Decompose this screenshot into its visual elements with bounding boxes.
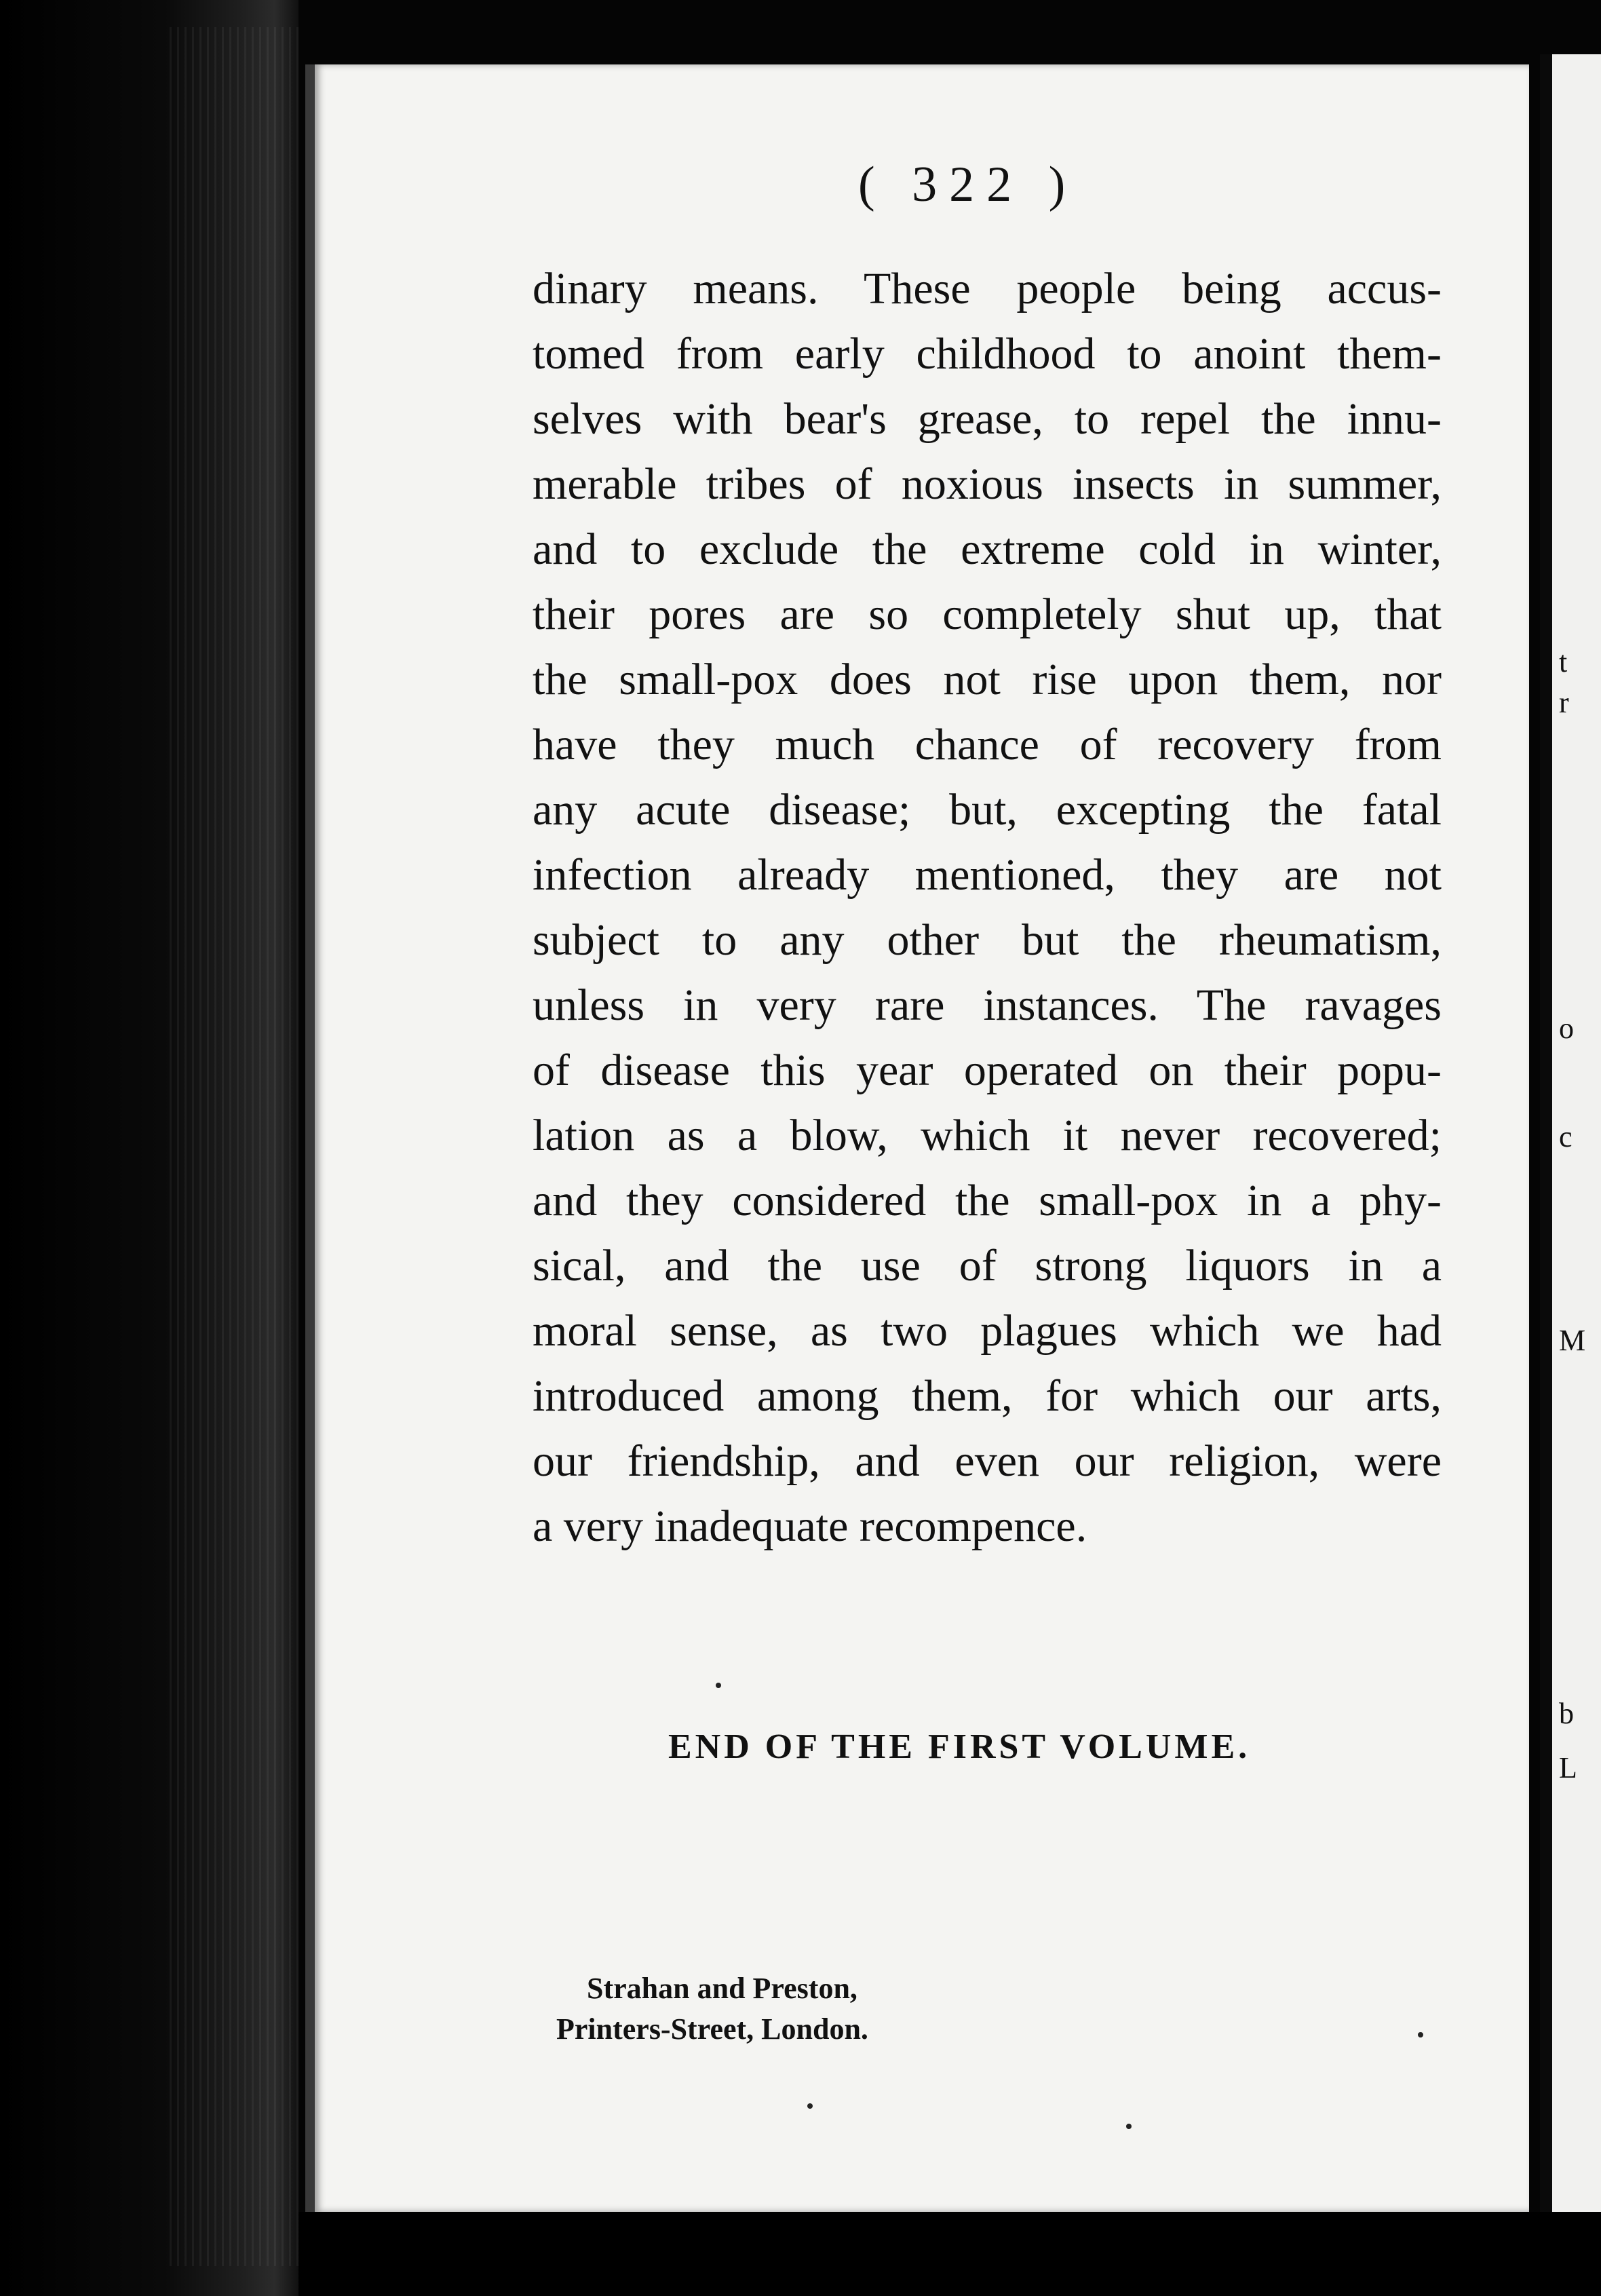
printer-address: Printers-Street, London. bbox=[556, 2012, 868, 2046]
text-line: dinary means. These people being accus- bbox=[533, 264, 1442, 313]
adjacent-page-sliver bbox=[1540, 54, 1601, 2212]
text-line: tomed from early childhood to anoint them- bbox=[533, 329, 1442, 379]
printer-name: Strahan and Preston, bbox=[587, 1972, 857, 2005]
text-line: have they much chance of recovery from bbox=[533, 720, 1442, 769]
ink-speck bbox=[716, 1683, 721, 1688]
text-line: and to exclude the extreme cold in winter, bbox=[533, 524, 1442, 574]
text-line: the small-pox does not rise upon them, nor bbox=[533, 655, 1442, 704]
text-line: infection already mentioned, they are not bbox=[533, 850, 1442, 900]
adjacent-fragment: b bbox=[1559, 1697, 1574, 1730]
ink-speck bbox=[807, 2103, 813, 2109]
text-line: their pores are so completely shut up, that bbox=[533, 590, 1442, 639]
text-line: any acute disease; but, excepting the fatal bbox=[533, 785, 1442, 835]
adjacent-fragment: c bbox=[1559, 1120, 1573, 1153]
text-line: our friendship, and even our religion, were bbox=[533, 1436, 1442, 1486]
text-line: lation as a blow, which it never recovered; bbox=[533, 1111, 1442, 1160]
adjacent-fragment: L bbox=[1559, 1751, 1577, 1784]
text-line: a very inadequate recompence. bbox=[533, 1501, 1087, 1551]
page-edges bbox=[170, 27, 298, 2266]
ink-speck bbox=[1418, 2032, 1423, 2037]
text-line: merable tribes of noxious insects in summer, bbox=[533, 459, 1442, 509]
end-of-volume-note: END OF THE FIRST VOLUME. bbox=[668, 1727, 1251, 1766]
adjacent-fragment: t bbox=[1559, 645, 1568, 678]
page-number: ( 322 ) bbox=[858, 157, 1078, 212]
text-line: of disease this year operated on their popu- bbox=[533, 1046, 1442, 1095]
text-line: moral sense, as two plagues which we had bbox=[533, 1306, 1442, 1356]
adjacent-fragment: r bbox=[1559, 686, 1569, 719]
adjacent-fragment: o bbox=[1559, 1012, 1574, 1045]
text-line: subject to any other but the rheumatism, bbox=[533, 915, 1442, 965]
ink-speck bbox=[1126, 2124, 1132, 2129]
adjacent-fragment: M bbox=[1559, 1324, 1586, 1357]
text-line: selves with bear's grease, to repel the innu- bbox=[533, 394, 1442, 444]
text-line: and they considered the small-pox in a phy- bbox=[533, 1176, 1442, 1225]
text-line: unless in very rare instances. The ravages bbox=[533, 980, 1442, 1030]
text-line: introduced among them, for which our arts, bbox=[533, 1371, 1442, 1421]
scan-bottom-edge bbox=[298, 2212, 1601, 2296]
text-line: sical, and the use of strong liquors in a bbox=[533, 1241, 1442, 1290]
body-text bbox=[533, 256, 1442, 1559]
